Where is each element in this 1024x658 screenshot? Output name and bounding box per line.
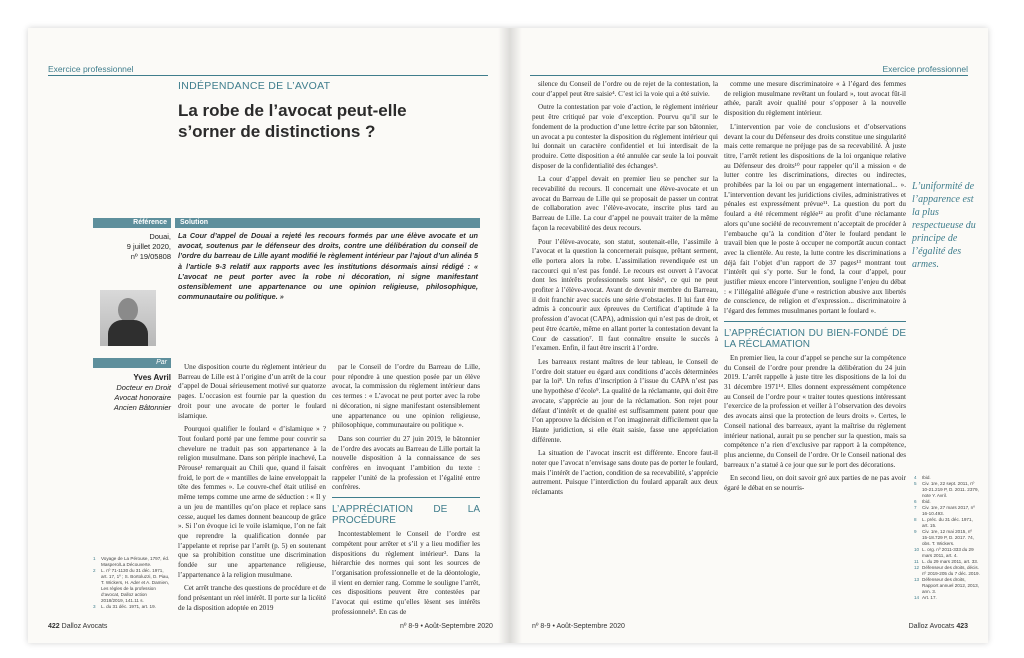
paragraph: comme une mesure discriminatoire « à l’égard des femmes de religion musulmane revêtant un foulard », tout avocat fût-il athée, paraît avoir qualité pour s’opposer à la nouvelle disposition du règlement intérieur.: [724, 80, 906, 118]
paragraph: Outre la contestation par voie d’action, le règlement intérieur peut être critiqué par voie d’exception. Pourvu qu’il sur le fondement de la production d’une lettre écrite par son bâtonnier, un avocat a pu contester la disposition du règlement intérieur qui lui donnait un caractère confidentiel et lui interdisait de la produire. Cette disposition a été annulée car seule la loi pouvait disposer de la confidentialité des échanges⁵.: [532, 103, 718, 170]
ref-line: Douai,: [149, 232, 171, 241]
running-header-left: Exercice professionnel: [48, 64, 134, 74]
author-role: Docteur en Droit: [116, 383, 171, 392]
footnote: 12 Défenseur des droits, décis. nº 2019-205 du 7 déc. 2019.: [914, 565, 980, 576]
paragraph: Incontestablement le Conseil de l’ordre est compétent pour arrêter et s’il y a lieu modifier les dispositions du règlement intérieur². Dans la hiérarchie des normes qui sont les sources de l’organisation professionnelle et de la déontologie, il vient en dernier rang. Comme le souligne l’arrêt, ces dispositions peuvent être contestées par l’avocat qui estime qu’elles lèsent ses intérêts professionnels³. En cas de: [332, 530, 480, 616]
author-role: Ancien Bâtonnier: [113, 403, 171, 412]
body-column-4: [724, 80, 906, 498]
paragraph: Les barreaux restant maîtres de leur tableau, le Conseil de l’ordre doit statuer eu égard aux conditions d’accès déterminées par la loi⁸. Un refus d’inscription à l’issue du CAPA n’est pas une hypothèse d’école⁹. La qualité de la réclamante, qui doit être avocate, s’apprécie au jour de la réclamation. Son rejet pour défaut d’intérêt et de qualité est suffisamment patent pour que l’on approuve la décision et l’on imaginerait difficilement que la Haute juridiction, si elle était saisie, fasse une appréciation différente.: [532, 357, 718, 444]
paragraph: En second lieu, on doit savoir gré aux parties de ne pas avoir égaré le débat en se nourris-: [724, 474, 906, 493]
paragraph: par le Conseil de l’ordre du Barreau de Lille, pour répondre à une question posée par un élève avocat, la commission du règlement intérieur dans ces termes : « L’avocat ne peut porter avec la robe ni décoration, ni signe manifestant ostensiblement une appartenance ou une opinion religieuse, philosophique, communautaire ou politique ».: [332, 363, 480, 430]
footnote: 1 Voyage de La Pérouse, 1797, éd. Maspero/La Découverte.: [93, 556, 170, 567]
running-header-right: Exercice professionnel: [882, 64, 968, 74]
page-number: 423: [956, 623, 968, 630]
header-rule-left: [48, 75, 488, 76]
footnote: 7 Civ. 1re, 27 mars 2017, nº 16-10.493.: [914, 505, 975, 516]
section-heading: L’APPRÉCIATION DU BIEN-FONDÉ DE LA RÉCLAMATION: [724, 321, 906, 350]
solution-summary: La Cour d’appel de Douai a rejeté les recours formés par une élève avocate et un avocat, soutenus par le défenseur des droits, contre une délibération du conseil de l’ordre du barreau de Lille ayant modifié le règlement intérieur par l’ajout d’un alinéa 5 à l’article 9-3 relatif aux rapports avec les institutions désormais ainsi rédigé : « L’avocat ne peut porter avec la robe ni décoration, ni signe manifestant ostensiblement une appartenance ou une opinion religieuse, philosophique, communautaire ou politique. »: [178, 231, 478, 302]
footnote: 9 Civ. 1re, 12 mai 2015, nº 15-18.729 P, D. 2017. 74, obs. T. Wickers.: [914, 529, 975, 546]
body-column-3: [532, 80, 718, 502]
author-photo: [100, 290, 156, 346]
issue-line-right: nº 8-9 • Août-Septembre 2020: [532, 623, 625, 630]
ref-line: 9 juillet 2020,: [126, 242, 171, 251]
paragraph: Cet arrêt tranche des questions de procédure et de fond présentant un réel intérêt. Il porte sur la licéité de la disposition adoptée en 2019: [178, 584, 326, 612]
right-page: [510, 28, 988, 643]
paragraph: L’intervention par voie de conclusions et d’observations devant la cour du Défenseur des droits constitue une singularité mais cette remarque ne préjuge pas de sa recevabilité. À juste titre, l’arrêt retient les dispositions de la loi organique relative au Défenseur des droits¹⁰ pour rappeler qu’il a mission « de lutter contre les discriminations, directes ou indirectes, prohibées par la loi ou par un engagement international... ». L’intervention devant les juridictions civiles, administratives et pénales est expressément prévue¹¹. La question du port du foulard a été récemment réglée¹² au profit d’une réclamante alors qu’une société de recouvrement n’acceptait de procéder à l’embauche qu’à la condition d’ôter le foulard pendant le travail bien que le poste à occuper ne comportât aucun contact avec la clientèle. Au reste, la lutte contre les discriminations a déjà fait l’objet d’un rapport de 37 pages¹³ montrant tout l’intérêt qui s’y porte. Sur le fond, la cour d’appel, pour justifier mieux encore l’intervention, souligne l’enjeu du débat : « l’illégalité alléguée d’une « restriction abusive aux libertés de conscience, de religion et d’expression... discriminatoire à l’égard des femmes musulmanes portant le foulard ».: [724, 122, 906, 316]
pull-quote: L’uniformité de l’apparence est la plus respectueuse du principe de l’égalité des armes.: [912, 181, 976, 270]
footnotes-left: [93, 556, 171, 610]
body-column-2: [332, 363, 480, 621]
brand-name: Dalloz Avocats: [908, 623, 955, 630]
footnotes-right: [914, 475, 980, 601]
paragraph: silence du Conseil de l’ordre ou de rejet de la contestation, la cour d’appel peut être saisie⁴. C’est ici la voie qui a été suivie.: [532, 80, 718, 98]
article-title: La robe de l’avocat peut-elle s’orner de distinctions ?: [178, 101, 407, 141]
footnote: 3 L. du 31 déc. 1971, art. 19.: [93, 604, 156, 609]
footnote: 10 L. org. nº 2011-333 du 29 mars 2011, art. 4.: [914, 547, 974, 558]
author-bar: Par: [93, 358, 171, 368]
section-heading: L’APPRÉCIATION DE LA PROCÉDURE: [332, 497, 480, 526]
brand-name: Dalloz Avocats: [61, 623, 108, 630]
page-number: 422: [48, 623, 60, 630]
author-photo-body: [108, 320, 148, 346]
footnote: 6 Ibid.: [914, 499, 931, 504]
header-rule-right: [530, 75, 968, 76]
magazine-spread: [28, 28, 988, 643]
footnote: 8 L. préc. du 31 déc. 1971, art. 15.: [914, 517, 973, 528]
paragraph: Pourquoi qualifier le foulard « d’islamique » ? Tout foulard porté par une femme pour couvrir sa chevelure ne traduit pas son appartenance à la religion musulmane. Dans son périple inachevé, La Pérouse¹ remarquait au Chili que, quand il faisait froid, le port de « mantilles de laine enveloppait la tête des femmes ». Le couvre-chef était utilisé en même temps comme une arme de séduction : « Il y a un jeu de mantilles qu’on place et replace sans cesse, auquel les dames donnent beaucoup de grâce ». Si l’on évoque ici le voile islamique, l’on ne fait que reprendre la qualification donnée par l’appelante et reprise par l’arrêt (p. 5) en soutenant que sa prohibition constitue une discrimination fondée sur une appartenance religieuse, l’appartenance à la religion musulmane.: [178, 425, 326, 579]
reference-bar: Référence: [93, 218, 171, 228]
body-column-1: [178, 363, 326, 618]
author-role: Avocat honoraire: [114, 393, 171, 402]
footnote: 13 Défenseur des droits, Rapport annuel 2012, 2013, ann. 3.: [914, 577, 979, 594]
ref-line: nº 19/05808: [130, 252, 171, 261]
paragraph: Pour l’élève-avocate, son statut, soutenait-elle, l’assimile à l’avocat et la question la concernerait puisque, prêtant serment, elle portera alors la robe. L’assimilation revendiquée est un raccourci qui n’est pas fondé. Le recours est ouvert à l’avocat dont les intérêts professionnels sont lésés⁶, ce qui ne peut profiter à l’élève-avocat. Avant de devenir membre du Barreau, il doit franchir avec succès une série d’obstacles. Il lui faut être admis à concourir aux épreuves du Certificat d’aptitude à la profession d’avocat (CAPA), admission qui n’est pas de droit, et peut être écartée, même en allant porter la contestation devant la Cour de cassation⁷. Il faut connaître ensuite le succès à l’examen. Enfin, il faut être inscrit à l’ordre.: [532, 237, 718, 353]
paragraph: Dans son courrier du 27 juin 2019, le bâtonnier de l’ordre des avocats au Barreau de Lille portait la nouvelle disposition à la connaissance de ses confrères en invoquant l’ambition du texte : rappeler l’unité de la profession et l’égalité entre confrères.: [332, 434, 480, 492]
author-photo-head: [118, 298, 138, 322]
paragraph: Une disposition courte du règlement intérieur du Barreau de Lille est à l’origine d’un arrêt de la cour d’appel de Douai sérieusement motivé sur quatorze pages. L’occasion est fournie par la question du droit pour une avocate de porter le foulard islamique.: [178, 363, 326, 420]
article-kicker: INDÉPENDANCE DE L’AVOAT: [178, 80, 331, 92]
issue-line-left: nº 8-9 • Août-Septembre 2020: [400, 623, 493, 630]
author-name: Yves Avril: [133, 373, 171, 382]
solution-bar: Solution: [175, 218, 480, 228]
reference-info: [93, 232, 171, 262]
footer-left: [48, 623, 107, 630]
paragraph: La situation de l’avocat inscrit est différente. Encore faut-il noter que l’avocat n’envisage sans doute pas de porter le foulard, mais l’intérêt de l’action, condition de sa recevabilité, s’apprécie autrement. Puisque l’interdiction du foulard apparaît aux deux réclamants: [532, 449, 718, 497]
footnote: 14 Art. 17.: [914, 595, 937, 600]
paragraph: En premier lieu, la cour d’appel se penche sur la compétence du Conseil de l’ordre pour prendre la délibération du 24 juin 2019. L’arrêt rappelle à juste titre les dispositions de la loi du 31 décembre 1971¹⁴. Elles donnent expressément compétence au Conseil de l’ordre pour « traiter toutes questions intéressant l’exercice de la profession et veiller à l’observation des devoirs des avocats ainsi que la protection de leurs droits ». Certes, le Conseil national des barreaux, ayant la maîtrise du règlement intérieur national, aurait pu se pencher sur la question, mais sa compétence n’a rien d’exclusive par rapport à la compétence, plus ancienne, du Conseil de l’ordre. Or le Conseil national des barreaux n’a statué à ce jour que sur le port des décorations.: [724, 353, 906, 469]
footnote: 5 Civ. 1re, 22 sept. 2011, nº 10-21.219 P, D. 2011. 2379, note Y. Avril.: [914, 481, 979, 498]
footnote: 2 L. nº 71-1130 du 31 déc. 1971, art. 17, 1º ; S. Bortoluzzi, D. Piau, T. Wickers, H. Ader et A. Damien, Les règles de la profession d’avocat, Dalloz action 2018/2019, 141.11 s.: [93, 568, 170, 603]
author-block: [93, 373, 171, 413]
left-page: [28, 28, 510, 643]
paragraph: La cour d’appel devait en premier lieu se pencher sur la recevabilité du recours. Il concernait une élève-avocate et un avocat du Barreau de Lille qui se proposait de passer un contrat de collaboration avec l’élève-avocate, inscrite plus tard au Barreau de Lille. La cour d’appel ne pouvait traiter de la même façon la recevabilité des deux recours.: [532, 175, 718, 232]
footer-right: [909, 623, 968, 630]
footnote: 4 Ibid.: [914, 475, 931, 480]
footnote: 11 L. du 29 mars 2011, art. 33.: [914, 559, 979, 564]
